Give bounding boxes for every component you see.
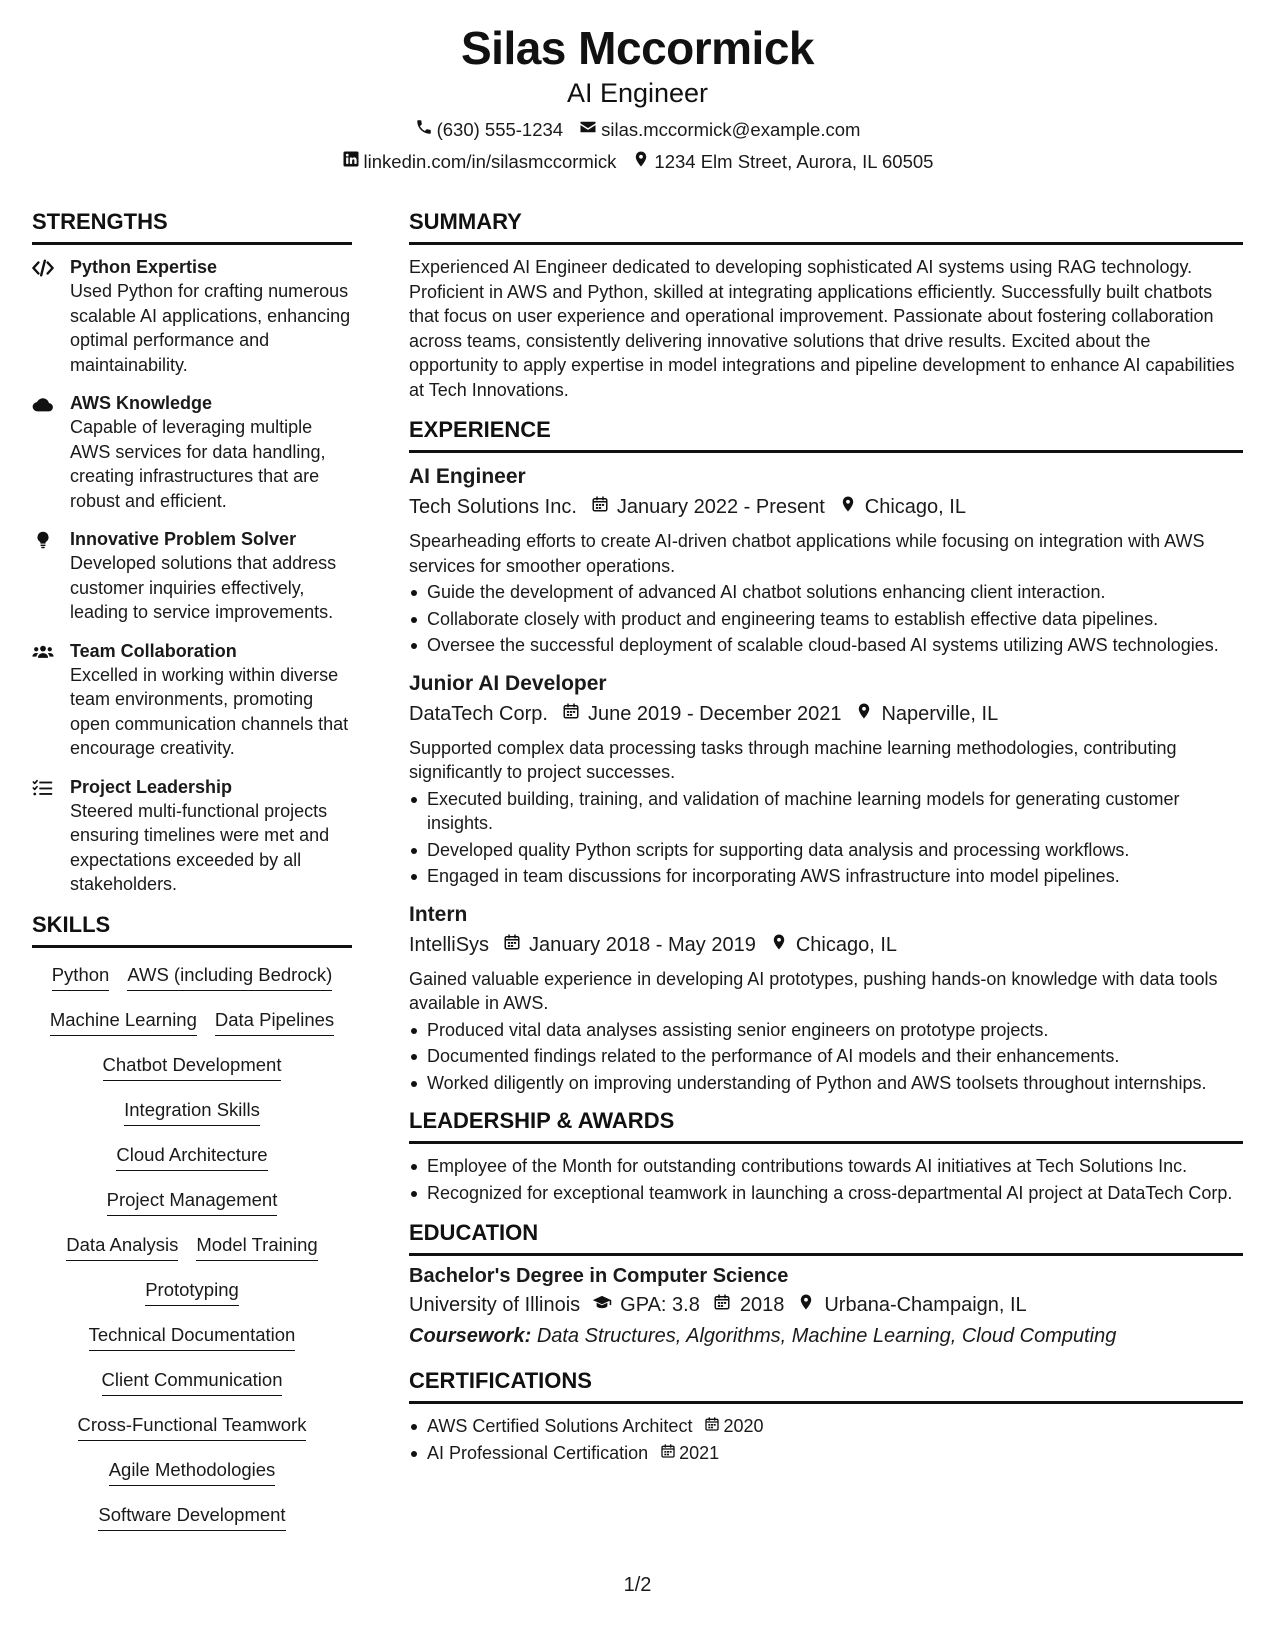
list-item: Documented findings related to the performance of AI models and their enhancements. <box>427 1044 1243 1069</box>
skill-tag: Software Development <box>98 1502 285 1531</box>
list-item: Collaborate closely with product and engineering teams to establish effective data pipelines. <box>427 607 1243 632</box>
address-contact <box>632 150 933 174</box>
coursework-label: Coursework: <box>409 1325 532 1347</box>
skill-tag: Model Training <box>196 1232 317 1261</box>
strength-desc: Used Python for crafting numerous scalable AI applications, enhancing optimal performance and maintainability. <box>70 281 351 375</box>
code-icon <box>32 255 70 377</box>
list-item: Employee of the Month for outstanding contributions towards AI initiatives at Tech Solutions Inc. <box>427 1154 1243 1179</box>
job-dates: January 2018 - May 2019 <box>529 933 756 956</box>
skill-tag: Cross-Functional Teamwork <box>78 1412 307 1441</box>
job-dates: June 2019 - December 2021 <box>587 702 842 725</box>
company-name: IntelliSys <box>409 933 490 956</box>
list-item <box>427 1414 1243 1439</box>
skill-tag: Python <box>52 962 110 991</box>
leadership-heading: LEADERSHIP & AWARDS <box>409 1107 1243 1144</box>
skill-tag: Prototyping <box>145 1277 239 1306</box>
job-description: Spearheading efforts to create AI-driven chatbot applications while focusing on integration with AWS services for smoother operations. <box>409 531 1205 576</box>
contact-row-1 <box>0 118 1275 142</box>
list-item: Executed building, training, and validation of machine learning models for generating customer insights. <box>427 787 1243 836</box>
job-title: AI Engineer <box>409 465 526 488</box>
cert-name: AI Professional Certification <box>427 1442 649 1463</box>
graduation-year: 2018 <box>739 1294 785 1316</box>
strength-name: Team Collaboration <box>70 640 237 661</box>
linkedin-icon <box>342 150 360 174</box>
contact-row-2 <box>0 150 1275 174</box>
job-description: Supported complex data processing tasks through machine learning methodologies, contributing significantly to project successes. <box>409 737 1177 782</box>
strength-desc: Capable of leveraging multiple AWS services for data handling, creating infrastructures that are robust and efficient. <box>70 417 326 511</box>
certifications-heading: CERTIFICATIONS <box>409 1367 1243 1404</box>
skill-tag: Project Management <box>107 1187 278 1216</box>
skills-heading: SKILLS <box>32 911 352 948</box>
cert-year: 2020 <box>723 1416 764 1436</box>
list-item: Engaged in team discussions for incorporating AWS infrastructure into model pipelines. <box>427 864 1243 889</box>
skill-tag: Client Communication <box>102 1367 283 1396</box>
coursework <box>409 1321 1243 1351</box>
map-pin-icon <box>839 492 857 522</box>
list-item: Guide the development of advanced AI chatbot solutions enhancing client interaction. <box>427 580 1243 605</box>
calendar-icon <box>712 1290 732 1320</box>
calendar-icon <box>562 699 580 729</box>
linkedin-contact[interactable] <box>342 150 617 174</box>
candidate-title: AI Engineer <box>566 78 709 108</box>
right-column <box>409 208 1243 1467</box>
job-bullets <box>409 1018 1243 1096</box>
job-bullets <box>409 787 1243 889</box>
skill-tag: Machine Learning <box>50 1007 197 1036</box>
list-item: Worked diligently on improving understanding of Python and AWS toolsets throughout internships. <box>427 1071 1243 1096</box>
list-check-icon <box>32 775 70 897</box>
left-column <box>32 208 352 1547</box>
strength-name: Innovative Problem Solver <box>70 529 297 549</box>
experience-heading: EXPERIENCE <box>409 416 1243 453</box>
list-item: Produced vital data analyses assisting senior engineers on prototype projects. <box>427 1018 1243 1043</box>
company-name: Tech Solutions Inc. <box>409 496 577 518</box>
coursework-list: Data Structures, Algorithms, Machine Learning, Cloud Computing <box>536 1325 1117 1347</box>
degree-title: Bachelor's Degree in Computer Science <box>409 1265 789 1287</box>
resume-header <box>0 20 1275 174</box>
strength-item <box>32 391 352 513</box>
skill-tag: AWS (including Bedrock) <box>127 962 332 991</box>
skill-tag: Data Pipelines <box>215 1007 334 1036</box>
users-icon <box>32 639 70 761</box>
strength-name: Python Expertise <box>70 257 218 277</box>
job-bullets <box>409 580 1243 658</box>
skill-tag: Technical Documentation <box>89 1322 296 1351</box>
list-item: Recognized for exceptional teamwork in launching a cross-departmental AI project at DataTech Corp. <box>427 1181 1243 1206</box>
map-pin-icon <box>855 699 873 729</box>
candidate-name: Silas Mccormick <box>460 22 815 74</box>
strength-desc: Excelled in working within diverse team environments, promoting open communication channels that encourage creativity. <box>70 664 349 758</box>
calendar-icon <box>503 930 521 960</box>
phone-contact <box>415 118 564 142</box>
calendar-icon <box>704 1414 720 1439</box>
page-number: 1/2 <box>623 1574 652 1596</box>
cloud-icon <box>32 391 70 513</box>
list-item <box>427 1441 1243 1466</box>
list-item: Developed quality Python scripts for supporting data analysis and processing workflows. <box>427 838 1243 863</box>
job-entry <box>409 901 1243 1096</box>
job-location: Chicago, IL <box>864 496 966 518</box>
job-meta <box>409 699 1243 729</box>
strength-item <box>32 775 352 897</box>
calendar-icon <box>591 492 609 522</box>
envelope-icon <box>579 118 597 142</box>
skill-tag: Chatbot Development <box>103 1052 282 1081</box>
phone-text: (630) 555-1234 <box>436 119 564 140</box>
leadership-list <box>409 1154 1243 1205</box>
email-contact[interactable] <box>579 118 860 142</box>
linkedin-text: linkedin.com/in/silasmccormick <box>363 151 617 172</box>
job-meta <box>409 492 1243 522</box>
school-location: Urbana-Champaign, IL <box>824 1294 1027 1316</box>
strength-desc: Developed solutions that address customer inquiries effectively, leading to service improvements. <box>70 553 337 622</box>
cert-year: 2021 <box>679 1442 720 1463</box>
lightbulb-icon <box>32 527 70 625</box>
job-description: Gained valuable experience in developing AI prototypes, pushing hands-on knowledge with data tools available in AWS. <box>409 968 1218 1013</box>
map-pin-icon <box>796 1290 816 1320</box>
skills-list <box>32 962 352 1547</box>
summary-heading: SUMMARY <box>409 208 1243 245</box>
strength-item <box>32 255 352 377</box>
map-pin-icon <box>632 150 650 174</box>
strengths-heading: STRENGTHS <box>32 208 352 245</box>
map-pin-icon <box>770 930 788 960</box>
skill-tag: Data Analysis <box>66 1232 178 1261</box>
job-title: Junior AI Developer <box>409 671 607 695</box>
strength-item <box>32 639 352 761</box>
address-text: 1234 Elm Street, Aurora, IL 60505 <box>654 151 934 172</box>
gpa-text: GPA: 3.8 <box>620 1294 700 1316</box>
education-meta <box>409 1290 1243 1320</box>
education-heading: EDUCATION <box>409 1219 1243 1256</box>
skill-tag: Agile Methodologies <box>109 1457 276 1486</box>
email-text: silas.mccormick@example.com <box>601 119 861 140</box>
job-entry <box>409 463 1243 658</box>
job-location: Chicago, IL <box>795 933 898 956</box>
strength-name: Project Leadership <box>70 776 233 797</box>
graduation-cap-icon <box>592 1290 612 1320</box>
school-name: University of Illinois <box>409 1294 581 1316</box>
skill-tag: Cloud Architecture <box>116 1142 267 1171</box>
list-item: Oversee the successful deployment of scalable cloud-based AI systems utilizing AWS technologies. <box>427 633 1243 658</box>
strength-name: AWS Knowledge <box>70 393 213 413</box>
cert-name: AWS Certified Solutions Architect <box>427 1416 693 1436</box>
certifications-list <box>409 1414 1243 1465</box>
job-meta <box>409 930 1243 960</box>
job-entry <box>409 670 1243 889</box>
summary-text: Experienced AI Engineer dedicated to developing sophisticated AI systems using RAG technology. Proficient in AWS and Python, skilled at integrating applications efficiently. Successfully built chatbots that focus on user experience and operational improvement. Passionate about fostering collaboration across teams, consistently delivering innovative solutions that drive results. Excited about the opportunity to apply expertise in model integrations and pipeline development to enhance AI capabilities at Tech Innovations. <box>409 257 1235 400</box>
strength-item <box>32 527 352 625</box>
skill-tag: Integration Skills <box>124 1097 260 1126</box>
calendar-icon <box>660 1441 676 1466</box>
phone-icon <box>415 118 433 142</box>
strength-desc: Steered multi-functional projects ensuring timelines were met and expectations exceeded by all stakeholders. <box>70 800 330 894</box>
job-location: Naperville, IL <box>881 702 999 725</box>
company-name: DataTech Corp. <box>409 702 548 725</box>
job-dates: January 2022 - Present <box>616 496 825 518</box>
job-title: Intern <box>409 902 468 926</box>
